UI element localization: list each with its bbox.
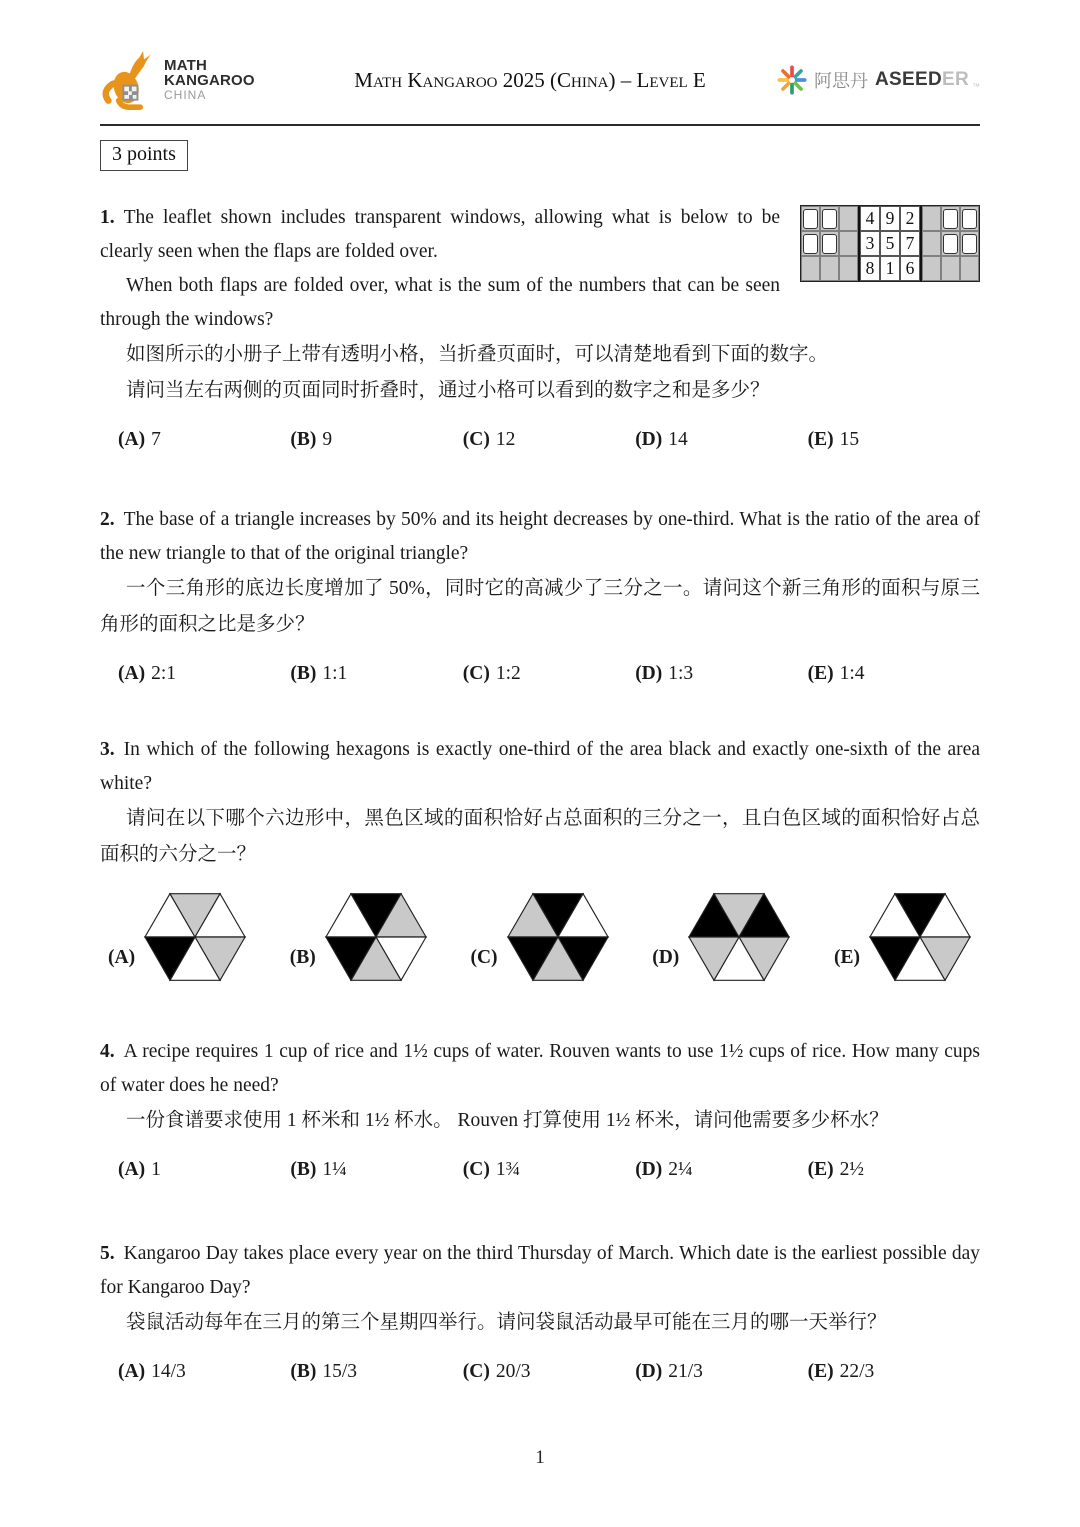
q2-options-row [100,663,980,685]
leaflet-number-cell: 3 [860,231,880,256]
leaflet-window [822,209,837,229]
leaflet-window [943,209,958,229]
q5-option-a: (A) 14/3 [118,1361,186,1382]
q3-text-en-1: 3. In which of the following hexagons is exactly one-third of the area black and exactly one-sixth of the area white? [100,739,980,794]
question-4 [100,1035,980,1181]
leaflet-window [962,234,977,254]
logo-line-china: CHINA [164,87,207,102]
q2-text-zh-1: 一个三角形的底边长度增加了 50%，同时它的高减少了三分之一。请问这个新三角形的面积与原三角形的面积之比是多少？ [100,578,980,635]
leaflet-number-cell: 7 [900,231,920,256]
question-3 [100,733,980,983]
q3-hexagon-option-a [108,891,247,983]
q3-hexagon-option-c [470,891,609,983]
q2-option-a: (A) 2:1 [118,663,176,684]
hexagon-figure-d [687,891,791,983]
aseeder-logo [750,65,980,95]
leaflet-flap-cell [801,231,820,256]
q3-text-zh-1: 请问在以下哪个六边形中，黑色区域的面积恰好占总面积的三分之一，且白色区域的面积恰好占总面积的六分之一？ [100,808,980,865]
q2-option-e: (E) 1:4 [807,663,865,684]
q1-text-en-2: When both flaps are folded over, what is the sum of the numbers that can be seen through the windows? [100,275,780,330]
q1-option-d: (D) 14 [635,429,688,450]
hexagon-figure-e [868,891,972,983]
hexagon-figure-a [143,891,247,983]
q4-option-d: (D) 2¼ [635,1159,693,1180]
q5-option-e: (E) 22/3 [807,1361,875,1382]
math-kangaroo-china-logo [100,50,310,110]
leaflet-window [943,234,958,254]
q4-option-b: (B) 1¼ [290,1159,347,1180]
leaflet-flap-cell [960,206,979,231]
aseeder-chinese-name: 阿思丹 [814,71,869,91]
q2-option-c: (C) 1:2 [462,663,521,684]
question-2 [100,503,980,685]
logo-line-math: MATH [164,56,208,74]
leaflet-flap-cell [960,231,979,256]
leaflet-flap-cell [820,231,839,256]
leaflet-window [962,209,977,229]
q3-hexagon-option-d [652,891,791,983]
q5-option-d: (D) 21/3 [635,1361,703,1382]
leaflet-window [803,209,818,229]
leaflet-flap-cell [922,231,941,256]
q1-option-c: (C) 12 [462,429,516,450]
q2-text-en-1: 2. The base of a triangle increases by 50% and its height decreases by one-third. What is the ratio of the area of the new triangle to that of the original triangle? [100,509,980,564]
aseeder-asterisk-icon [777,65,807,95]
leaflet-flap-cell [922,206,941,231]
leaflet-number-cell: 8 [860,256,880,281]
logo-line-kangaroo: KANGAROO [164,71,255,89]
q4-option-a: (A) 1 [118,1159,161,1180]
q3-hex-label-c: (C) [470,947,498,968]
header-rule [100,124,980,126]
page-number: 1 [535,1447,545,1468]
q5-text-en-1: 5. Kangaroo Day takes place every year on the third Thursday of March. Which date is the earliest possible day for Kangaroo Day? [100,1243,980,1298]
q4-text-zh-1: 一份食谱要求使用 1 杯米和 1½ 杯水。 Rouven 打算使用 1½ 杯米，请问他需要多少杯水？ [126,1110,889,1131]
hexagon-figure-c [506,891,610,983]
leaflet-window [822,234,837,254]
leaflet-flap-cell [801,256,820,281]
q1-number: 1. [100,207,115,228]
q3-hexagon-options-row [100,891,980,983]
page-title: Math Kangaroo 2025 (China) – Level E [354,67,706,92]
leaflet-number-cell: 4 [860,206,880,231]
leaflet-flap-cell [941,231,960,256]
question-5 [100,1237,980,1383]
q1-option-e: (E) 15 [807,429,860,450]
leaflet-flap-cell [960,256,979,281]
leaflet-flap-cell [922,256,941,281]
leaflet-flap-cell [839,231,858,256]
aseeder-wordmark: ASEEDER [875,69,969,90]
q2-option-d: (D) 1:3 [635,663,694,684]
leaflet-flap-cell [941,256,960,281]
leaflet-window [803,234,818,254]
leaflet-flap-cell [839,206,858,231]
q5-option-b: (B) 15/3 [290,1361,358,1382]
question-1 [100,201,980,451]
leaflet-flap-cell [820,256,839,281]
kangaroo-icon [100,50,158,110]
leaflet-flap-cell [820,206,839,231]
leaflet-number-cell: 1 [880,256,900,281]
q5-number: 5. [100,1243,115,1264]
q3-hex-label-e: (E) [833,947,860,968]
page-footer [0,1447,1080,1469]
q1-option-b: (B) 9 [290,429,333,450]
leaflet-number-cell: 2 [900,206,920,231]
q5-options-row [100,1361,980,1383]
leaflet-flap-cell [801,206,820,231]
q3-hexagon-option-b [290,891,428,983]
q3-hexagon-option-e [834,891,972,983]
leaflet-number-cell: 6 [900,256,920,281]
q3-hex-label-a: (A) [108,947,136,968]
q3-hex-label-d: (D) [652,947,680,968]
q1-options-row [100,429,980,451]
q2-number: 2. [100,509,115,530]
q4-option-e: (E) 2½ [807,1159,864,1180]
leaflet-figure [800,205,980,282]
q4-option-c: (C) 1¾ [462,1159,521,1180]
q1-text-zh-2: 请问当左右两侧的页面同时折叠时，通过小格可以看到的数字之和是多少？ [126,380,770,401]
leaflet-number-cell: 9 [880,206,900,231]
q1-text-zh-1: 如图所示的小册子上带有透明小格，当折叠页面时，可以清楚地看到下面的数字。 [126,344,829,365]
page-header [0,0,1080,116]
q1-text-en-1: 1. The leaflet shown includes transparent windows, allowing what is below to be clearly seen when the flaps are folded over. [100,207,780,262]
q2-option-b: (B) 1:1 [290,663,348,684]
q3-hex-label-b: (B) [289,947,316,968]
hexagon-figure-b [324,891,428,983]
q1-option-a: (A) 7 [118,429,161,450]
q3-number: 3. [100,739,115,760]
leaflet-flap-cell [839,256,858,281]
leaflet-flap-cell [941,206,960,231]
q5-text-zh-1: 袋鼠活动每年在三月的第三个星期四举行。请问袋鼠活动最早可能在三月的哪一天举行？ [126,1312,887,1333]
q4-text-en-1: 4. A recipe requires 1 cup of rice and 1½ cups of water. Rouven wants to use 1½ cups of rice. How many cups of water does he need? [100,1041,980,1096]
q4-options-row [100,1159,980,1181]
trademark-mark: ™ [972,82,980,91]
logo-wordmark [164,58,255,103]
points-badge: 3 points [100,140,188,171]
q4-number: 4. [100,1041,115,1062]
q5-option-c: (C) 20/3 [462,1361,531,1382]
leaflet-number-cell: 5 [880,231,900,256]
